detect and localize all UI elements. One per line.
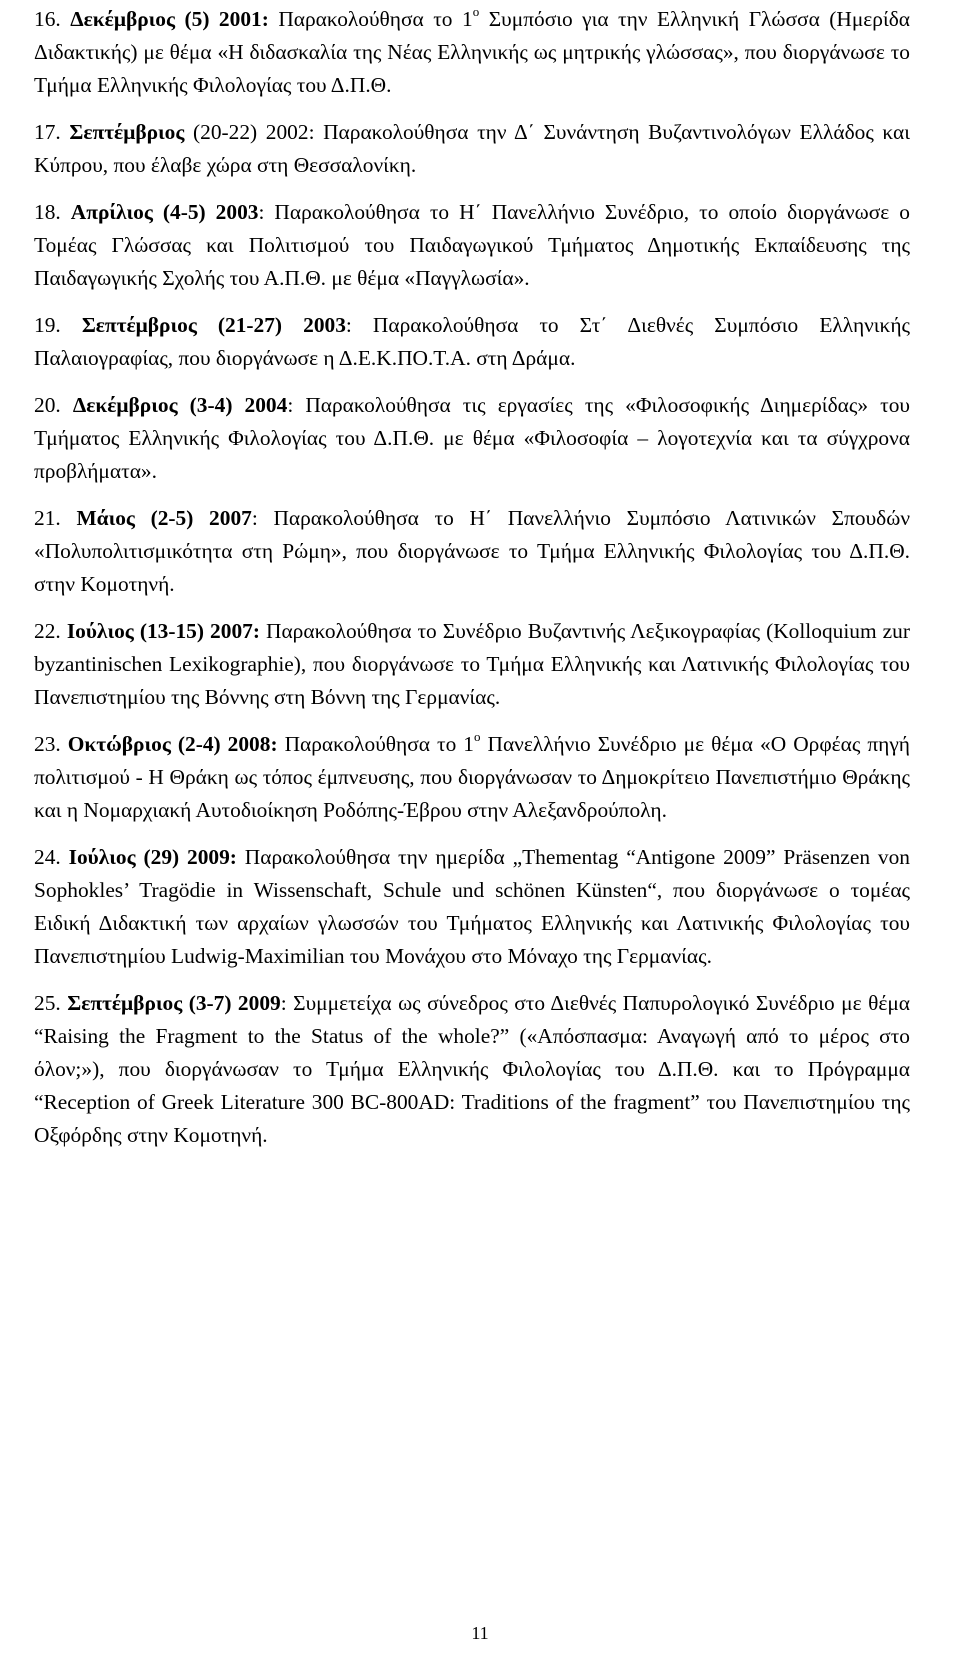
entry-number: 24. (34, 845, 61, 869)
entry-text: : Παρακολούθησα το Η΄ Πανελλήνιο Συνέδριο, το οποίο διοργάνωσε ο Τομέας Γλώσσας και Πολιτισμού του Παιδαγωγικού Τμήματος Δημοτικής Εκπαίδευσης της Παιδαγωγικής Σχολής του Α.Π.Θ. με θέμα «Παγγλωσία». (34, 200, 910, 290)
entry-text: : Παρακολούθησα το Η΄ Πανελλήνιο Συμπόσιο Λατινικών Σπουδών «Πολυπολιτισμικότητα στη Ρώμη», που διοργάνωσε το Τμήμα Ελληνικής Φιλολογίας του Δ.Π.Θ. στην Κομοτηνή. (34, 506, 910, 596)
entry-number: 25. (34, 991, 61, 1015)
entry-date: Σεπτέμβριος (69, 120, 185, 144)
entry-text: : Παρακολούθησα το Στ΄ Διεθνές Συμπόσιο Ελληνικής Παλαιογραφίας, που διοργάνωσε η Δ.Ε.Κ.ΠΟ.Τ.Α. στη Δράμα. (34, 313, 910, 370)
entry-text: Παρακολούθησα την ημερίδα „Thementag “Antigone 2009” Präsenzen von Sophokles’ Tragödie in Wissenschaft, Schule und schönen Künsten“, που διοργάνωσε ο τομέας Ειδική Διδακτική των αρχαίων γλωσσών του Τμήματος Ελληνικής και Λατινικής Φιλολογίας του Πανεπιστημίου Ludwig-Maximilian του Μονάχου στο Μόναχο της Γερμανίας. (34, 845, 911, 968)
entry-number: 17. (34, 120, 61, 144)
entry-date-range: (20-22) 2002 (193, 120, 309, 144)
entry-number: 22. (34, 619, 61, 643)
entry-19 (34, 309, 910, 375)
entry-23 (34, 728, 910, 827)
entry-date: Δεκέμβριος (5) 2001: (70, 7, 269, 31)
entry-25 (34, 987, 910, 1152)
ordinal-superscript: ο (474, 728, 481, 744)
entry-date: Σεπτέμβριος (3-7) 2009 (67, 991, 281, 1015)
entry-20 (34, 389, 910, 488)
entry-date: Απρίλιος (4-5) 2003 (70, 200, 259, 224)
entry-number: 21. (34, 506, 61, 530)
entry-date: Ιούλιος (29) 2009: (68, 845, 237, 869)
entry-text: Παρακολούθησα το Συνέδριο Βυζαντινής Λεξικογραφίας (Kolloquium zur byzantinischen Lexikographie), που διοργάνωσε το Τμήμα Ελληνικής και Λατινικής Φιλολογίας του Πανεπιστημίου της Βόννης στη Βόννη της Γερμανίας. (34, 619, 910, 709)
entry-date: Ιούλιος (13-15) 2007: (66, 619, 260, 643)
entry-21 (34, 502, 910, 601)
entry-text-continued: Συμπόσιο για την Ελληνική Γλώσσα (Ημερίδα Διδακτικής) με θέμα «Η διδασκαλία της Νέας Ελληνικής ως μητρικής γλώσσας», που διοργάνωσε το Τμήμα Ελληνικής Φιλολογίας του Δ.Π.Θ. (34, 7, 910, 97)
entry-18 (34, 196, 910, 295)
entry-22 (34, 615, 910, 714)
entry-number: 19. (34, 313, 61, 337)
entry-date: Σεπτέμβριος (21-27) 2003 (81, 313, 346, 337)
entry-date: Οκτώβριος (2-4) 2008: (67, 732, 278, 756)
entry-17 (34, 116, 910, 182)
entry-date: Δεκέμβριος (3-4) 2004 (72, 393, 288, 417)
ordinal-superscript: ο (472, 3, 480, 19)
entry-text: : Συμμετείχα ως σύνεδρος στο Διεθνές Παπυρολογικό Συνέδριο με θέμα “Raising the Fragment to the Status of the whole?” («Απόσπασμα: Αναγωγή από το μέρος στο όλον;»), που διοργάνωσαν το Τμήμα Ελληνικής Φιλολογίας του Δ.Π.Θ. και το Πρόγραμμα “Reception of Greek Literature 300 BC-800AD: Traditions of the fragment” του Πανεπιστημίου της Οξφόρδης στην Κομοτηνή. (34, 991, 910, 1147)
entry-number: 23. (34, 732, 61, 756)
entry-number: 18. (34, 200, 61, 224)
entry-text: Παρακολούθησα το 1 (278, 7, 473, 31)
entry-date: Μάιος (2-5) 2007 (76, 506, 252, 530)
entry-text: Παρακολούθησα το 1 (277, 732, 474, 756)
entry-number: 20. (34, 393, 61, 417)
document-page (34, 3, 910, 1166)
page-number: 11 (471, 1623, 489, 1643)
entry-24 (34, 841, 910, 973)
entry-text: : Παρακολούθησα την Δ΄ Συνάντηση Βυζαντινολόγων Ελλάδος και Κύπρου, που έλαβε χώρα στη Θεσσαλονίκη. (34, 120, 910, 177)
entry-16 (34, 3, 910, 102)
entry-text-continued: Πανελλήνιο Συνέδριο με θέμα «Ο Ορφέας πηγή πολιτισμού - Η Θράκη ως τόπος έμπνευσης, που διοργάνωσαν το Δημοκρίτειο Πανεπιστήμιο Θράκης και η Νομαρχιακή Αυτοδιοίκηση Ροδόπης-Έβρου στην Αλεξανδρούπολη. (34, 732, 910, 822)
entry-text: : Παρακολούθησα τις εργασίες της «Φιλοσοφικής Διημερίδας» του Τμήματος Ελληνικής Φιλολογίας του Δ.Π.Θ. με θέμα «Φιλοσοφία – λογοτεχνία και τα σύγχρονα προβλήματα». (34, 393, 910, 483)
entry-number: 16. (34, 7, 61, 31)
